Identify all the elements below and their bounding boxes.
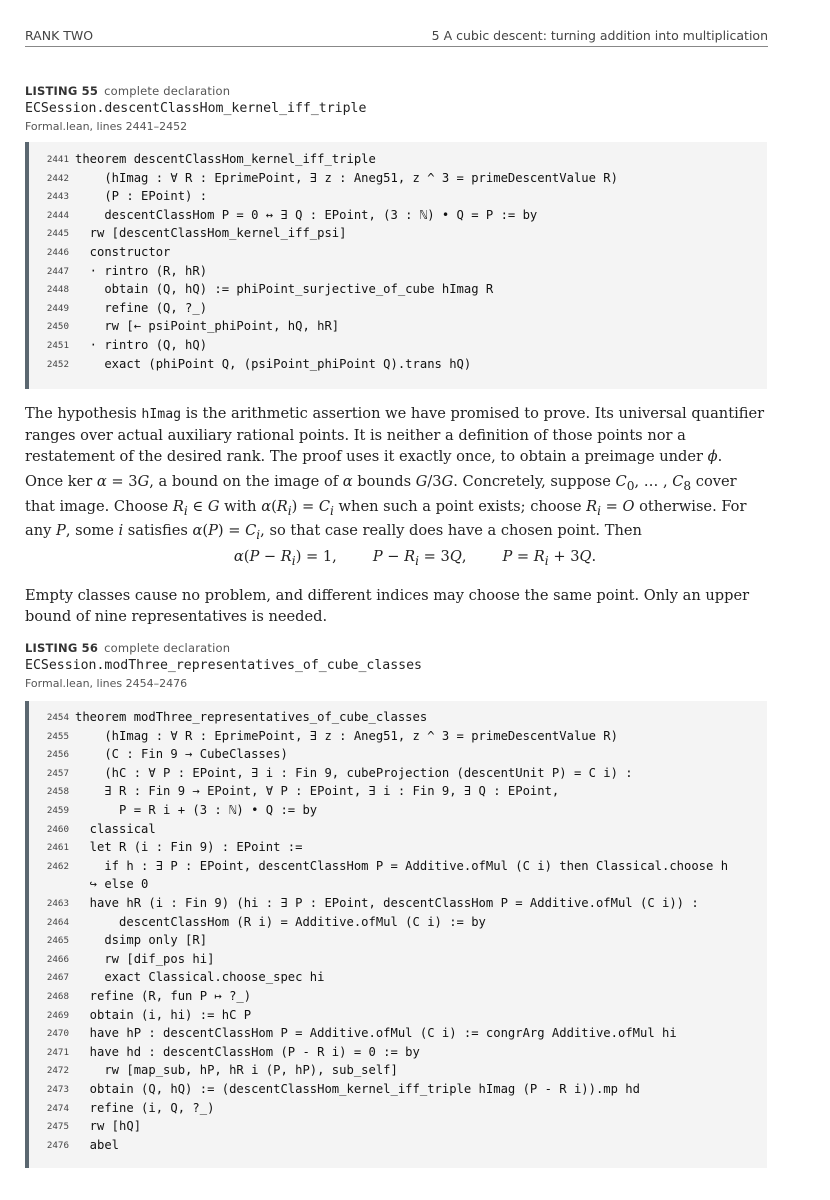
code-block-56: [25, 701, 767, 1168]
code-line: [29, 784, 559, 803]
text: , … ,: [634, 473, 673, 490]
text: .: [717, 447, 723, 465]
line-number: 2472: [46, 1065, 69, 1077]
listing-number: LISTING 56: [25, 641, 99, 655]
line-number: 2447: [46, 265, 69, 277]
code-line: [29, 803, 317, 822]
math: P: [208, 522, 218, 540]
code-text: obtain (i, hi) := hC P: [75, 1007, 252, 1022]
line-number: 2461: [46, 842, 69, 854]
code-text: exact (phiPoint Q, (psiPoint_phiPoint Q).trans hQ): [75, 356, 472, 371]
header-left: RANK TWO: [25, 28, 94, 43]
math: P: [55, 522, 66, 540]
math: R: [280, 548, 292, 565]
text: , some: [65, 522, 119, 540]
math-phi: ϕ: [707, 447, 718, 465]
listing-label: [25, 641, 422, 655]
code-text: obtain (Q, hQ) := (descentClassHom_kernel_iff_triple hImag (P - R i)).mp hd: [75, 1082, 640, 1096]
line-number: 2446: [46, 247, 69, 258]
code-text: P = R i + (3 : ℕ) • Q := by: [75, 803, 318, 817]
line-number: 2459: [46, 805, 69, 816]
text: bounds: [352, 473, 416, 490]
code-text: refine (Q, ?_): [75, 300, 208, 315]
math: C: [245, 522, 257, 540]
code-line: [29, 1138, 119, 1157]
line-number: 2464: [46, 916, 69, 928]
text: , a bound on the image of: [149, 473, 343, 490]
code-text: have hR (i : Fin 9) (hi : ∃ P : EPoint, descentClassHom P = Additive.ofMul (C i)) :: [75, 896, 699, 910]
text: Once ker: [25, 473, 97, 490]
code-line: [29, 1063, 398, 1082]
running-header: [25, 28, 768, 47]
line-number: 2455: [46, 730, 69, 742]
math: G: [207, 497, 220, 515]
code-text: (hImag : ∀ R : EprimePoint, ∃ z : Aneg51, z ^ 3 = primeDescentValue R): [75, 170, 618, 185]
listing-desc: complete declaration: [104, 84, 231, 98]
subscript: i: [183, 503, 188, 518]
code-text: descentClassHom (R i) = Additive.ofMul (C i) := by: [75, 914, 486, 929]
code-text: descentClassHom P = 0 ↔ ∃ Q : EPoint, (3 : ℕ) • Q = P := by: [75, 207, 538, 222]
inline-code: hImag: [141, 407, 182, 422]
line-number: 2465: [46, 935, 69, 947]
line-number: 2456: [46, 749, 69, 761]
line-number: 2448: [46, 284, 69, 296]
subscript: i: [415, 553, 420, 568]
line-number: 2449: [46, 302, 69, 314]
code-text: theorem modThree_representatives_of_cube_classes: [75, 710, 428, 724]
code-text: · rintro (Q, hQ): [75, 338, 208, 352]
subscript: 0: [626, 478, 635, 493]
code-text: rw [← psiPoint_phiPoint, hQ, hR]: [75, 319, 340, 334]
listing-label: [25, 84, 366, 98]
header-right: 5 A cubic descent: turning addition into multiplication: [431, 28, 768, 43]
code-text: classical: [75, 821, 156, 836]
code-text: rw [map_sub, hP, hR i (P, hP), sub_self]: [75, 1063, 398, 1078]
code-line: [29, 226, 347, 245]
declaration-name: ECSession.modThree_representatives_of_cube_classes: [25, 658, 422, 673]
source-reference: Formal.lean, lines 2441–2452: [25, 120, 188, 133]
math: P: [249, 548, 260, 565]
code-text: ↪ else 0: [75, 877, 149, 892]
line-number: 2457: [46, 767, 69, 779]
code-line: [29, 766, 633, 785]
code-line: [29, 989, 251, 1008]
code-line: [29, 822, 156, 841]
code-line: [29, 747, 288, 766]
code-text: let R (i : Fin 9) : EPoint :=: [75, 840, 303, 855]
line-number: 2470: [46, 1028, 69, 1040]
code-text: refine (R, fun P ↦ ?_): [75, 989, 252, 1003]
code-line: [29, 1026, 677, 1045]
listing-desc: complete declaration: [104, 641, 231, 655]
code-line: [29, 729, 618, 748]
code-line: [29, 1101, 214, 1120]
text: ) =: [291, 497, 319, 515]
math: −: [259, 548, 281, 565]
text: when such a point exists; choose: [333, 497, 587, 515]
line-number: 2476: [46, 1139, 69, 1151]
line-number: 2442: [46, 172, 69, 184]
code-line: [29, 877, 148, 896]
paragraph-empty-classes: Empty classes cause no problem, and different indices may choose the same point. Only an upper bound of nine representatives is needed.: [25, 587, 750, 625]
code-line: [29, 264, 207, 283]
line-number: 2454: [46, 712, 69, 723]
code-text: obtain (Q, hQ) := phiPoint_surjective_of_cube hImag R: [75, 282, 494, 297]
code-text: ∃ R : Fin 9 → EPoint, ∀ P : EPoint, ∃ i : Fin 9, ∃ Q : EPoint,: [75, 784, 560, 799]
text: ) =: [217, 522, 246, 540]
math: R: [172, 497, 184, 515]
math: = 3: [419, 548, 450, 565]
line-number: 2474: [46, 1102, 69, 1114]
text: =: [601, 497, 623, 515]
subscript: i: [287, 503, 292, 518]
listing-56-header: [25, 641, 422, 690]
code-text: rw [dif_pos hi]: [75, 951, 215, 966]
line-number: 2444: [46, 209, 69, 221]
code-text: have hP : descentClassHom P = Additive.ofMul (C i) := congrArg Additive.ofMul hi: [75, 1026, 677, 1041]
subscript: i: [256, 528, 261, 543]
line-number: 2475: [46, 1121, 69, 1133]
code-line: [29, 282, 493, 301]
math: =: [512, 548, 534, 565]
subscript: 8: [683, 478, 692, 493]
code-text: if h : ∃ P : EPoint, descentClassHom P = Additive.ofMul (C i) then Classical.choose h: [75, 858, 729, 873]
math: α: [342, 473, 353, 490]
code-line: [29, 319, 339, 338]
math: C: [615, 473, 627, 490]
paragraph-kernel: [25, 472, 770, 546]
line-number: 2443: [46, 191, 69, 203]
math: + 3: [548, 548, 580, 565]
math: i: [118, 522, 124, 540]
line-number: 2471: [46, 1046, 69, 1058]
line-number: 2460: [46, 823, 69, 835]
code-line: [29, 1045, 420, 1064]
subscript: i: [291, 553, 296, 568]
code-line: [29, 915, 486, 934]
subscript: i: [597, 503, 601, 518]
math: α: [192, 522, 203, 540]
code-line: [29, 208, 537, 227]
line-number: 2469: [46, 1009, 69, 1021]
line-number: 2467: [46, 972, 69, 984]
code-text: theorem descentClassHom_kernel_iff_triple: [75, 152, 376, 166]
code-line: [29, 301, 207, 320]
text: is the arithmetic assertion we have promised to prove. Its universal quantifier ranges over actual auxiliary rational points. It is neither a definition of those points nor a restatement of the desired rank. The proof uses it exactly once, to obtain a preimage under: [25, 405, 765, 465]
math: G: [441, 473, 454, 490]
math: α: [233, 548, 244, 565]
code-line: [29, 840, 302, 859]
code-text: refine (i, Q, ?_): [75, 1100, 215, 1115]
code-line: [29, 896, 699, 915]
code-text: constructor: [75, 245, 171, 259]
math: G: [137, 473, 150, 490]
math: P: [502, 548, 513, 565]
code-text: (hC : ∀ P : EPoint, ∃ i : Fin 9, cubeProjection (descentUnit P) = C i) :: [75, 765, 633, 780]
math: .: [591, 548, 597, 565]
text: otherwise. For any: [25, 497, 747, 540]
code-text: (hImag : ∀ R : EprimePoint, ∃ z : Aneg51, z ^ 3 = primeDescentValue R): [75, 728, 618, 743]
line-number: 2445: [46, 228, 69, 240]
text: /3: [427, 473, 442, 490]
math: (: [243, 548, 250, 565]
line-number: 2451: [46, 340, 69, 351]
text: . Concretely, suppose: [453, 473, 616, 490]
line-number: 2450: [46, 321, 69, 333]
code-line: [29, 859, 728, 878]
paragraph-hypothesis: [25, 404, 770, 467]
math: P: [372, 548, 383, 565]
math: C: [318, 497, 331, 515]
code-line: [29, 189, 207, 208]
code-line: [29, 1008, 251, 1027]
code-line: [29, 710, 427, 729]
source-reference: Formal.lean, lines 2454–2476: [25, 677, 188, 690]
code-line: [29, 152, 376, 171]
code-line: [29, 338, 207, 357]
code-line: [29, 1119, 141, 1138]
math: ,: [461, 548, 467, 565]
text: ∈: [187, 497, 208, 515]
math: R: [276, 497, 288, 515]
code-line: [29, 933, 207, 952]
math: C: [672, 473, 684, 490]
code-line: [29, 357, 471, 376]
text: = 3: [106, 473, 138, 490]
code-line: [29, 1082, 640, 1101]
math: ) = 1,: [295, 548, 337, 565]
code-line: [29, 952, 214, 971]
text: satisfies: [123, 522, 193, 540]
math: R: [586, 497, 598, 515]
math: α: [96, 473, 107, 490]
code-text: rw [hQ]: [75, 1119, 142, 1134]
code-text: (P : EPoint) :: [75, 189, 208, 204]
math: Q: [579, 548, 592, 565]
subscript: i: [544, 553, 549, 568]
line-number: 2463: [46, 898, 69, 909]
display-equation: [0, 548, 830, 568]
subscript: i: [330, 503, 334, 518]
code-block-55: [25, 142, 767, 389]
code-text: dsimp only [R]: [75, 933, 208, 948]
text: , so that case really does have a chosen point. Then: [260, 522, 642, 540]
code-line: [29, 970, 324, 989]
math: O: [622, 497, 635, 515]
text: cover that image. Choose: [25, 473, 737, 515]
line-number: 2466: [46, 953, 69, 965]
code-text: exact Classical.choose_spec hi: [75, 970, 325, 985]
text: with: [219, 497, 262, 515]
text: The hypothesis: [25, 405, 142, 422]
math: α: [261, 497, 272, 515]
math: R: [404, 548, 416, 565]
math: R: [533, 548, 545, 565]
line-number: 2462: [46, 860, 69, 872]
listing-55-header: [25, 84, 366, 133]
text: (: [271, 497, 277, 515]
line-number: 2441: [46, 154, 69, 165]
code-line: [29, 171, 618, 190]
math: G: [415, 473, 428, 490]
code-text: abel: [75, 1137, 120, 1152]
math: −: [382, 548, 405, 565]
line-number: 2452: [46, 358, 69, 370]
code-text: · rintro (R, hR): [75, 263, 208, 278]
math: Q: [449, 548, 462, 565]
declaration-name: ECSession.descentClassHom_kernel_iff_triple: [25, 101, 367, 116]
line-number: 2458: [46, 786, 69, 798]
line-number: 2468: [46, 991, 69, 1002]
code-text: rw [descentClassHom_kernel_iff_psi]: [75, 226, 347, 241]
line-number: 2473: [46, 1084, 69, 1095]
code-text: have hd : descentClassHom (P - R i) = 0 := by: [75, 1044, 420, 1059]
code-text: (C : Fin 9 → CubeClasses): [75, 747, 288, 762]
text: (: [202, 522, 209, 540]
code-line: [29, 245, 170, 264]
listing-number: LISTING 55: [25, 84, 99, 98]
